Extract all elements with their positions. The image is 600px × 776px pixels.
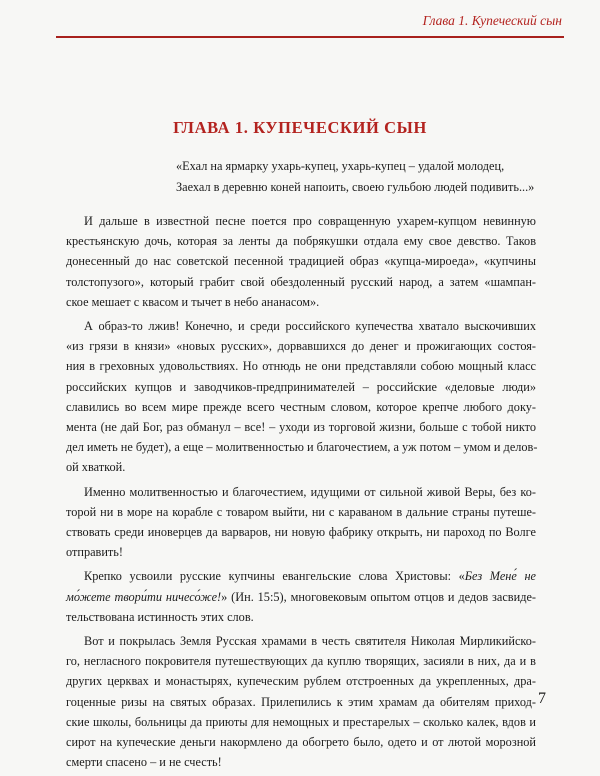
page-number: 7 [538, 690, 546, 707]
text-line: ой хваткой. [66, 460, 126, 475]
text-line: торой ни в море на корабле с товаром выйти, ни с караваном в дальние страны путеше- [66, 504, 536, 519]
text-line: дел иметь не будет), а еще – молитвенностью и благочестием, а уж потом – умом и делов- [66, 440, 538, 455]
text-line: мента (не дай Бог, раз обманул – все! – уходи из торговой жизни, больше с тобой никто [66, 420, 536, 435]
chapter-title: ГЛАВА 1. КУПЕЧЕСКИЙ СЫН [173, 118, 427, 137]
text-line: ствовать среди иноверцев да варваров, ни новую фабрику открыть, ни пароход по Волге [66, 525, 536, 540]
text-line: го, негласного покровителя путешествующих да куплю творящих, засияли в них, да и в [66, 654, 536, 669]
text-line: отправить! [66, 545, 124, 560]
paragraph [66, 566, 536, 627]
text-line: крестьянскую дочь, которая за ленты да побрякушки отдала ему свое девство. Таков [66, 234, 536, 249]
paragraph [66, 482, 536, 563]
text-line: смерти спасено – и не счесть! [66, 755, 222, 770]
body-text [66, 211, 536, 776]
text-line: Крепко усвоили русские купчины евангельские слова Христовы: «Без Мене́ не [84, 569, 537, 584]
text-line: славились во всем мире прежде всего честным словом, которое крепче любого доку- [66, 399, 536, 414]
text-line: тельствована истинность этих слов. [66, 609, 254, 624]
epigraph-line: Заехал в деревню коней напоить, своею гульбою людей подивить...» [176, 180, 535, 194]
text-line: толстопузого», который грабит свой обездоленный русский народ, а затем «шампан- [66, 274, 536, 289]
text-line: сирот на купеческие деньги накормлено да обогрето было, одето и от лютой морозной [66, 735, 536, 750]
text-line: «из грязи в князи» «новых русских», дорвавшихся до денег и прожигающих состоя- [66, 339, 536, 354]
paragraph [66, 631, 536, 772]
text-line: мо́жете твори́ти ничесо́же!» (Ин. 15:5), многовековым опытом отцов и дедов засвиде- [66, 589, 536, 604]
header-rule [56, 36, 564, 38]
text-line: российских купцов и заводчиков-предпринимателей – российские «деловые люди» [66, 379, 536, 394]
text-line: ские школы, больницы да приюты для немощных и престарелых – сколько калек, вдов и [66, 714, 536, 729]
text-line: И дальше в известной песне поется про совращенную ухарем-купцом невинную [84, 214, 536, 228]
text-line: донесенный до нас советской песенной традицией образ «купца-мироеда», «купчины [66, 254, 536, 269]
text-line: А образ-то лжив! Конечно, и среди российского купечества хватало выскочивших [84, 319, 536, 334]
text-line: ния в греховных удовольствиях. Но отнюдь не они представляли собою мощный класс [66, 359, 536, 374]
running-head: Глава 1. Купеческий сын [422, 13, 562, 28]
paragraph [66, 316, 536, 478]
text-line: гоценные ризы на святых образах. Прилепились к этим храмам да обителям приход- [66, 694, 536, 709]
epigraph-line: «Ехал на ярмарку ухарь-купец, ухарь-купец – удалой молодец, [176, 159, 505, 173]
text-line: Вот и покрылась Земля Русская храмами в честь святителя Николая Мирликийско- [84, 634, 536, 649]
text-line: других церквах и монастырях, купеческим рублем отстроенных да укрепленных, дра- [66, 674, 536, 689]
text-line: ское мешает с квасом и тычет в небо ананасом». [66, 294, 320, 309]
text-line: Именно молитвенностью и благочестием, идущими от сильной живой Веры, без ко- [84, 484, 536, 499]
paragraph [66, 211, 536, 312]
epigraph [176, 156, 536, 198]
